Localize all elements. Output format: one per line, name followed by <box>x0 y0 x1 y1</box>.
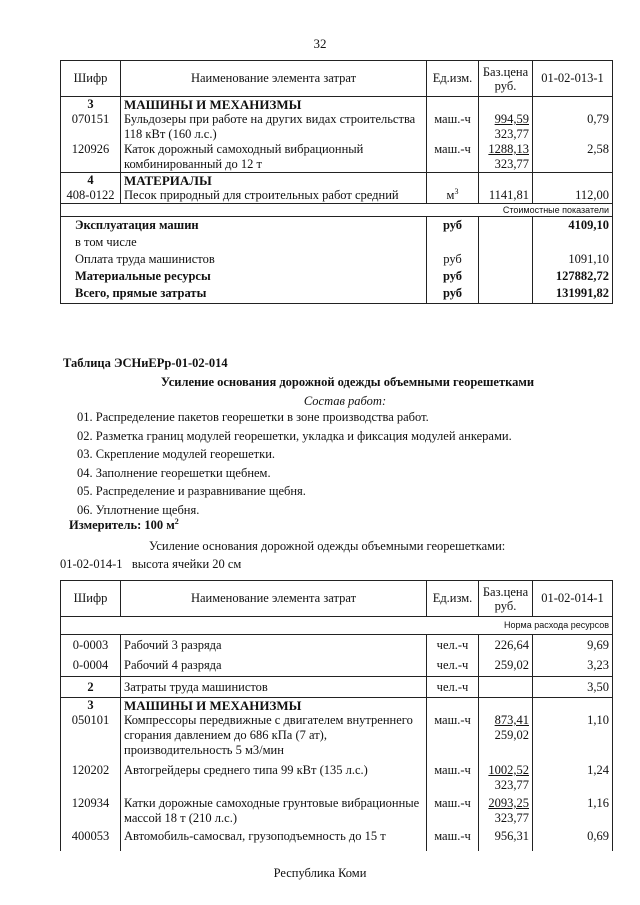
header-price: Баз.цена руб. <box>479 581 533 617</box>
header-unit: Ед.изм. <box>427 581 479 617</box>
summary-row: Оплата труда машинистов руб 1091,10 <box>61 252 613 269</box>
table-label: Таблица ЭСНиЕРр-01-02-014 <box>63 356 228 370</box>
list-item: 04. Заполнение георешетки щебнем. <box>77 465 271 480</box>
summary-row: в том числе <box>61 235 613 252</box>
header-code: Шифр <box>61 581 121 617</box>
list-item: 01. Распределение пакетов георешетки в зоне производства работ. <box>77 410 429 424</box>
table-row: 0-0003 Рабочий 3 разряда чел.-ч 226,64 9,69 <box>61 635 613 656</box>
table-row: 070151 Бульдозеры при работе на других видах строительства 118 кВт (160 л.с.) маш.-ч 994,59 323,77 0,79 <box>61 112 613 142</box>
section-title: Усиление основания дорожной одежды объемными георешетками <box>160 375 535 389</box>
table-row: 3 МАШИНЫ И МЕХАНИЗМЫ <box>61 698 613 714</box>
table-row: 120202 Автогрейдеры среднего типа 99 кВт (135 л.с.) маш.-ч 1002,52 323,77 1,24 <box>61 763 613 796</box>
header-name: Наименование элемента затрат <box>121 581 427 617</box>
table-row: 408-0122 Песок природный для строительных работ средний $м^3$ 1141,81 112,00 <box>61 188 613 204</box>
header-unit: Ед.изм. <box>427 61 479 97</box>
summary-row: Эксплуатация машин руб 4109,10 <box>61 217 613 235</box>
table-row: 2 Затраты труда машинистов чел.-ч 3,50 <box>61 677 613 698</box>
works-list <box>77 408 512 519</box>
table-row: 400053 Автомобиль-самосвал, грузоподъемность до 15 т маш.-ч 956,31 0,69 <box>61 829 613 851</box>
list-item: 02. Разметка границ модулей георешетки, укладка и фиксация модулей анкерами. <box>77 428 512 443</box>
table-row: 3 МАШИНЫ И МЕХАНИЗМЫ <box>61 97 613 113</box>
meter-label: Измеритель: 100 $м^2$ <box>69 516 179 532</box>
page-number: 32 <box>313 36 327 51</box>
table-row: 120926 Каток дорожный самоходный вибрационный комбинированный до 12 т маш.-ч 1288,13 323,77 2,58 <box>61 142 613 173</box>
header-price: Баз.цена руб. <box>479 61 533 97</box>
resource-table-2 <box>60 580 613 851</box>
summary-row: Материальные ресурсы руб 127882,72 <box>61 269 613 286</box>
norm-caption: Норма расхода ресурсов <box>61 617 613 635</box>
cost-caption: Стоимостные показатели <box>61 204 613 217</box>
header-name: Наименование элемента затрат <box>121 61 427 97</box>
table-row: 0-0004 Рабочий 4 разряда чел.-ч 259,02 3,23 <box>61 656 613 677</box>
summary-row: Всего, прямые затраты руб 131991,82 <box>61 286 613 304</box>
table-row: 120934 Катки дорожные самоходные грунтовые вибрационные массой 18 т (210 л.с.) маш.-ч 2093,25 323,77 1,16 <box>61 796 613 829</box>
composition-label: Состав работ: <box>303 394 387 408</box>
list-item: 05. Распределение и разравнивание щебня. <box>77 484 306 498</box>
footer: Республика Коми <box>273 866 367 880</box>
table-row: 4 МАТЕРИАЛЫ <box>61 173 613 189</box>
header-norm: 01-02-014-1 <box>533 581 613 617</box>
header-norm: 01-02-013-1 <box>533 61 613 97</box>
code-line: 01-02-014-1 высота ячейки 20 см <box>60 557 242 571</box>
list-item: 03. Скрепление модулей георешетки. <box>77 447 276 461</box>
table-row: 050101 Компрессоры передвижные с двигателем внутреннего сгорания давлением до 686 кПа (7 ат), производительность 5 м3/мин маш.-ч 873,41 259,02 1,10 <box>61 713 613 763</box>
description: Усиление основания дорожной одежды объемными георешетками: <box>149 539 506 553</box>
list-item: 06. Уплотнение щебня. <box>77 502 200 517</box>
header-code: Шифр <box>61 61 121 97</box>
resource-table-1 <box>60 60 613 304</box>
